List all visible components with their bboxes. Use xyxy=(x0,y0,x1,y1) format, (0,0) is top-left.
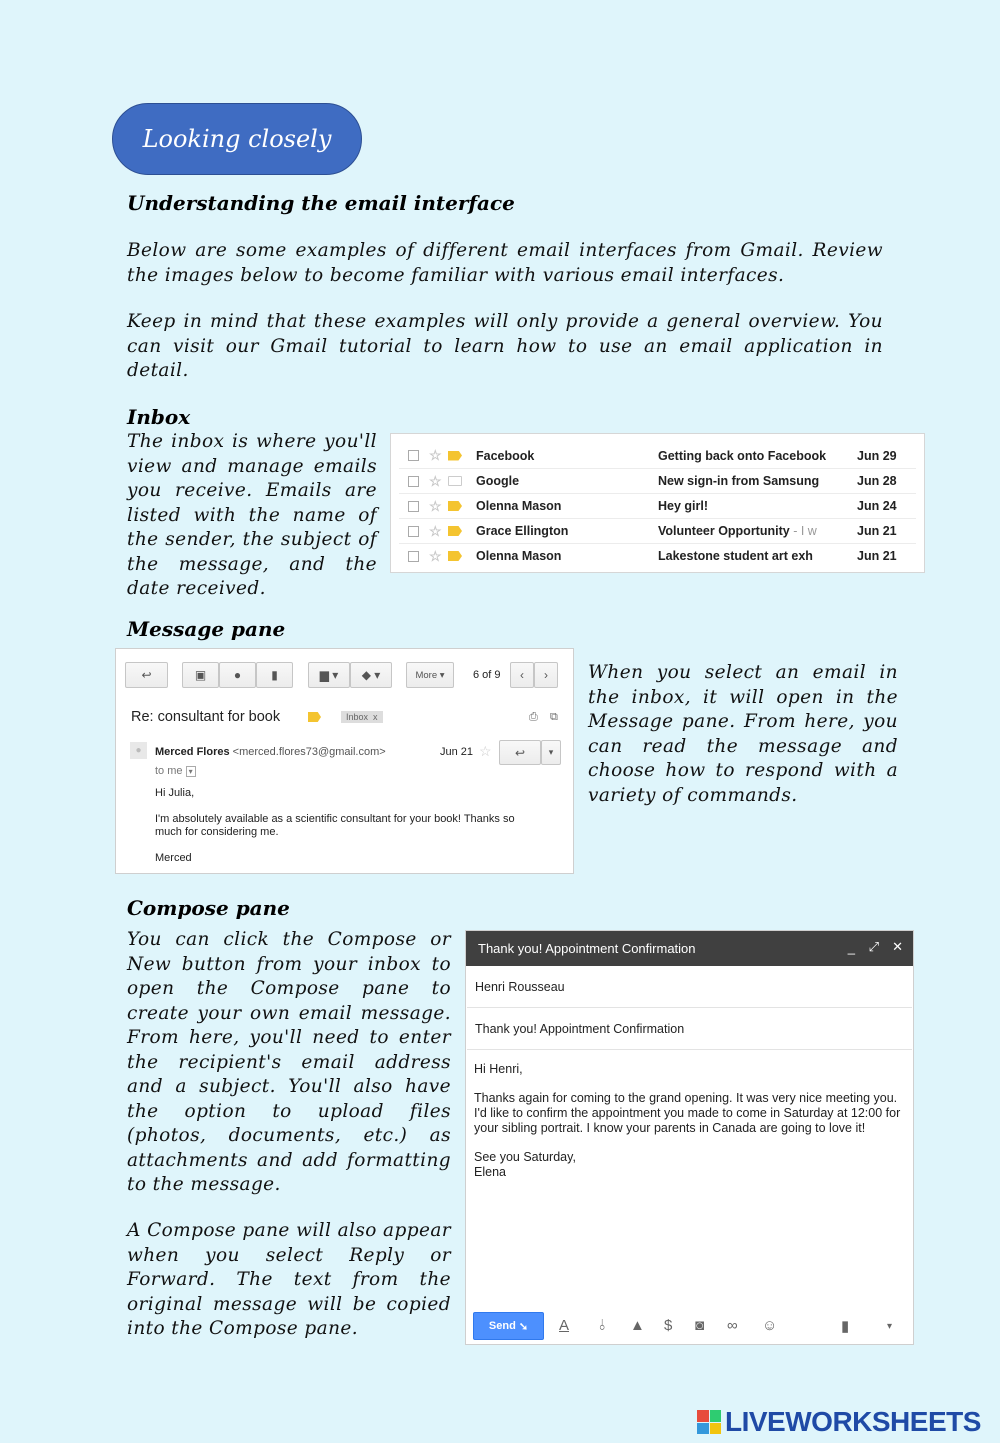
compose-pane-heading: Compose pane xyxy=(127,896,290,920)
inbox-subject: Lakestone student art exh xyxy=(658,549,813,563)
logo-text: LIVEWORKSHEETS xyxy=(725,1406,981,1437)
inbox-sender: Facebook xyxy=(476,448,535,463)
importance-tag-icon[interactable] xyxy=(448,551,462,561)
link-icon[interactable]: ∞ xyxy=(727,1317,738,1334)
checkbox[interactable] xyxy=(408,526,419,537)
inbox-row[interactable] xyxy=(399,518,916,543)
archive-icon[interactable]: ▣ xyxy=(182,662,219,688)
new-window-icon[interactable]: ⧉ xyxy=(550,711,558,723)
importance-tag-icon[interactable] xyxy=(448,526,462,536)
minimize-icon[interactable]: _ xyxy=(847,940,855,955)
close-icon[interactable]: ✕ xyxy=(892,939,903,954)
next-icon[interactable]: › xyxy=(534,662,558,688)
message-pane-description: When you select an email in the inbox, it will open in the Message pane. From here, you can read the message and choose how to respond with a variety of commands. xyxy=(588,662,898,806)
intro-paragraph: Below are some examples of different email interfaces from Gmail. Review the images below to become familiar with various email interfaces. xyxy=(127,240,883,286)
section-title: Understanding the email interface xyxy=(127,191,515,215)
checkbox[interactable] xyxy=(408,450,419,461)
star-icon[interactable]: ☆ xyxy=(479,743,492,759)
send-button[interactable]: Send ➘ xyxy=(473,1312,544,1340)
folder-icon[interactable]: ▆ ▾ xyxy=(308,662,350,688)
compose-description-1: You can click the Compose or New button from your inbox to open the Compose pane to create your own email message. From here, you'll need to enter the recipient's email address and a subject. You'll also have the option to upload files (photos, documents, etc.) as attachments and add formatting to the message. xyxy=(127,929,451,1195)
prev-icon[interactable]: ‹ xyxy=(510,662,534,688)
compose-titlebar: Thank you! Appointment Confirmation _ ⤢ ✕ xyxy=(466,931,913,966)
compose-signature: Elena xyxy=(474,1165,506,1179)
pager: 6 of 9 xyxy=(473,669,501,681)
photo-icon[interactable]: ◙ xyxy=(695,1317,705,1334)
inbox-row[interactable] xyxy=(399,443,916,468)
compose-body-text: Thanks again for coming to the grand opening. It was very nice meeting you. I'd like to confirm the appointment you made to come in Saturday at 12:00 for your sibling portrait. I know your parents in Canada are going to love it! xyxy=(474,1091,901,1135)
emoji-icon[interactable]: ☺ xyxy=(762,1317,778,1334)
compose-pane-screenshot xyxy=(465,930,914,1345)
inbox-row[interactable] xyxy=(399,468,916,493)
star-icon[interactable]: ☆ xyxy=(429,522,442,539)
inbox-date: Jun 21 xyxy=(857,524,897,538)
star-icon[interactable]: ☆ xyxy=(429,472,442,489)
details-dropdown-icon[interactable]: ▾ xyxy=(186,766,196,777)
message-signature: Merced xyxy=(155,852,192,864)
message-body: I'm absolutely available as a scientific consultant for your book! Thanks so much for considering me. xyxy=(155,813,515,838)
message-pane-screenshot xyxy=(115,648,574,874)
inbox-subject: Hey girl! xyxy=(658,499,709,513)
inbox-row[interactable] xyxy=(399,543,916,568)
inbox-date: Jun 29 xyxy=(857,448,897,463)
compose-body[interactable] xyxy=(466,1050,913,1206)
message-pane-heading: Message pane xyxy=(127,617,286,641)
report-spam-icon[interactable]: ● xyxy=(219,662,256,688)
inbox-sender: Google xyxy=(476,474,520,488)
inbox-sender: Olenna Mason xyxy=(476,549,562,563)
overview-paragraph: Keep in mind that these examples will only provide a general overview. You can visit our Gmail tutorial to learn how to use an email application in detail. xyxy=(127,311,883,381)
inbox-sender: Grace Ellington xyxy=(476,524,569,538)
checkbox[interactable] xyxy=(408,476,419,487)
inbox-subject: Volunteer Opportunity - I w xyxy=(658,524,817,538)
label-icon[interactable]: ◆ ▾ xyxy=(350,662,392,688)
inbox-screenshot xyxy=(390,433,925,573)
importance-tag-icon[interactable] xyxy=(448,476,462,486)
logo-icon xyxy=(697,1410,721,1434)
compose-closing: See you Saturday, xyxy=(474,1150,576,1164)
inbox-date: Jun 21 xyxy=(857,549,897,563)
inbox-heading: Inbox xyxy=(127,405,191,429)
attach-icon[interactable]: ⫰ xyxy=(599,1317,606,1334)
liveworksheets-logo xyxy=(697,1406,981,1438)
more-options-icon[interactable]: ▾ xyxy=(887,1321,893,1332)
inbox-subject: New sign-in from Samsung xyxy=(658,474,820,488)
checkbox[interactable] xyxy=(408,501,419,512)
to-field[interactable]: Henri Rousseau xyxy=(467,966,912,1008)
star-icon[interactable]: ☆ xyxy=(429,547,442,564)
inbox-date: Jun 28 xyxy=(857,474,897,488)
back-arrow-icon[interactable]: ↩ xyxy=(125,662,168,688)
message-subject: Re: consultant for book xyxy=(131,709,281,725)
inbox-row[interactable] xyxy=(399,493,916,518)
print-icon[interactable]: ⎙ xyxy=(529,711,538,723)
expand-icon[interactable]: ⤢ xyxy=(868,939,879,954)
to-me: to me ▾ xyxy=(155,765,196,777)
reply-icon[interactable]: ↩ xyxy=(499,740,541,765)
checkbox[interactable] xyxy=(408,551,419,562)
trash-icon[interactable]: ▮ xyxy=(256,662,293,688)
message-greeting: Hi Julia, xyxy=(155,787,195,799)
subject-field[interactable]: Thank you! Appointment Confirmation xyxy=(467,1008,912,1050)
more-button[interactable]: More ▾ xyxy=(406,662,454,688)
star-icon[interactable]: ☆ xyxy=(429,447,442,463)
compose-description-2: A Compose pane will also appear when you select Reply or Forward. The text from the original message will be copied into the Compose pane. xyxy=(127,1220,451,1339)
formatting-icon[interactable]: A xyxy=(559,1317,570,1334)
inbox-label[interactable]: Inbox x xyxy=(341,711,383,723)
avatar: ● xyxy=(130,742,147,759)
label-tag-icon xyxy=(308,712,321,722)
importance-tag-icon[interactable] xyxy=(448,451,462,461)
discard-icon[interactable]: ▮ xyxy=(841,1318,850,1335)
importance-tag-icon[interactable] xyxy=(448,501,462,511)
sender: Merced Flores <merced.flores73@gmail.com> xyxy=(155,746,386,758)
inbox-subject: Getting back onto Facebook xyxy=(658,448,827,463)
compose-greeting: Hi Henri, xyxy=(474,1062,523,1076)
inbox-sender: Olenna Mason xyxy=(476,499,562,513)
star-icon[interactable]: ☆ xyxy=(429,497,442,514)
drive-icon[interactable]: ▲ xyxy=(630,1317,645,1334)
message-date: Jun 21 xyxy=(440,746,474,758)
section-badge: Looking closely xyxy=(112,103,362,175)
inbox-date: Jun 24 xyxy=(857,499,897,513)
money-icon[interactable]: $ xyxy=(664,1317,673,1334)
reply-dropdown-icon[interactable]: ▾ xyxy=(541,740,561,765)
inbox-description: The inbox is where you'll view and manage emails you receive. Emails are listed with the name of the sender, the subject of the message, and the date received. xyxy=(127,431,377,599)
